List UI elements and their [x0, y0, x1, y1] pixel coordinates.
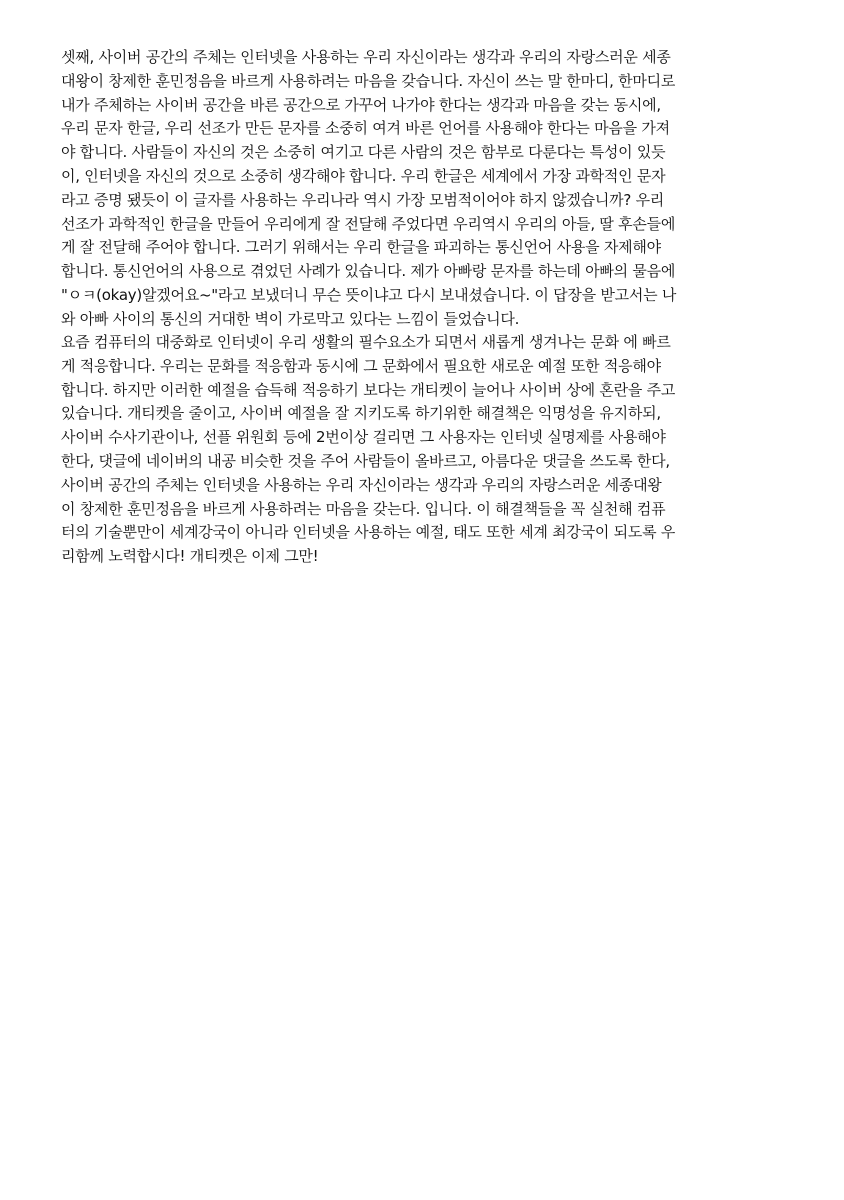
paragraph-line: 내가 주체하는 사이버 공간을 바른 공간으로 가꾸어 나가야 한다는 생각과 마음을 갖는 동시에,: [61, 95, 661, 114]
paragraph-line: 라고 증명 됐듯이 이 글자를 사용하는 우리나라 역시 가장 모범적이어야 하지 않겠습니까? 우리: [61, 190, 665, 209]
paragraph-line: 합니다. 하지만 이러한 예절을 습득해 적응하기 보다는 개티켓이 늘어나 사이버 상에 혼란을 주고: [61, 380, 676, 399]
paragraph-line: 합니다. 통신언어의 사용으로 겪었던 사례가 있습니다. 제가 아빠랑 문자를 하는데 아빠의 물음에: [61, 262, 676, 281]
paragraph-line: 한다, 댓글에 네이버의 내공 비슷한 것을 주어 사람들이 올바르고, 아름다운 댓글을 쓰도록 한다,: [61, 451, 670, 470]
paragraph-line: 사이버 수사기관이나, 선플 위원회 등에 2번이상 걸리면 그 사용자는 인터넷 실명제를 사용해야: [61, 428, 666, 447]
paragraph-line: 터의 기술뿐만이 세계강국이 아니라 인터넷을 사용하는 예절, 태도 또한 세계 최강국이 되도록 우: [61, 523, 676, 542]
paragraph-line: 와 아빠 사이의 통신의 거대한 벽이 가로막고 있다는 느낌이 들었습니다.: [61, 309, 520, 328]
paragraph-line: 게 적응합니다. 우리는 문화를 적응함과 동시에 그 문화에서 필요한 새로운 예절 또한 적응해야: [61, 356, 661, 375]
paragraph-line: 야 합니다. 사람들이 자신의 것은 소중히 여기고 다른 사람의 것은 함부로 다룬다는 특성이 있듯: [61, 143, 666, 162]
paragraph-line: 게 잘 전달해 주어야 합니다. 그러기 위해서는 우리 한글을 파괴하는 통신언어 사용을 자제해야: [61, 238, 661, 257]
paragraph-line: 대왕이 창제한 훈민정음을 바르게 사용하려는 마음을 갖습니다. 자신이 쓰는 말 한마디, 한마디로: [61, 71, 676, 90]
paragraph-line: 이, 인터넷을 자신의 것으로 소중히 생각해야 합니다. 우리 한글은 세계에서 가장 과학적인 문자: [61, 166, 666, 185]
paragraph-2: [61, 331, 791, 569]
paragraph-1: [61, 46, 791, 332]
paragraph-line: 우리 문자 한글, 우리 선조가 만든 문자를 소중히 여겨 바른 언어를 사용해야 한다는 마음을 가져: [61, 119, 670, 138]
paragraph-line: 리함께 노력합시다! 개티켓은 이제 그만!: [61, 547, 319, 566]
paragraph-line: 이 창제한 훈민정음을 바르게 사용하려는 마음을 갖는다. 입니다. 이 해결책들을 꼭 실천해 컴퓨: [61, 499, 666, 518]
paragraph-line: 요즘 컴퓨터의 대중화로 인터넷이 우리 생활의 필수요소가 되면서 새롭게 생겨나는 문화 에 빠르: [61, 333, 671, 351]
paragraph-line: 있습니다. 개티켓을 줄이고, 사이버 예절을 잘 지키도록 하기위한 해결책은 익명성을 유지하되,: [61, 404, 661, 423]
paragraph-line: 셋째, 사이버 공간의 주체는 인터넷을 사용하는 우리 자신이라는 생각과 우리의 자랑스러운 세종: [61, 48, 671, 66]
paragraph-line: 사이버 공간의 주체는 인터넷을 사용하는 우리 자신이라는 생각과 우리의 자랑스러운 세종대왕: [61, 475, 662, 494]
paragraph-line: 선조가 과학적인 한글을 만들어 우리에게 잘 전달해 주었다면 우리역시 우리의 아들, 딸 후손들에: [61, 214, 676, 233]
paragraph-line: "ㅇㅋ(okay)알겠어요~"라고 보냈더니 무슨 뜻이냐고 다시 보내셨습니다. 이 답장을 받고서는 나: [61, 285, 677, 304]
